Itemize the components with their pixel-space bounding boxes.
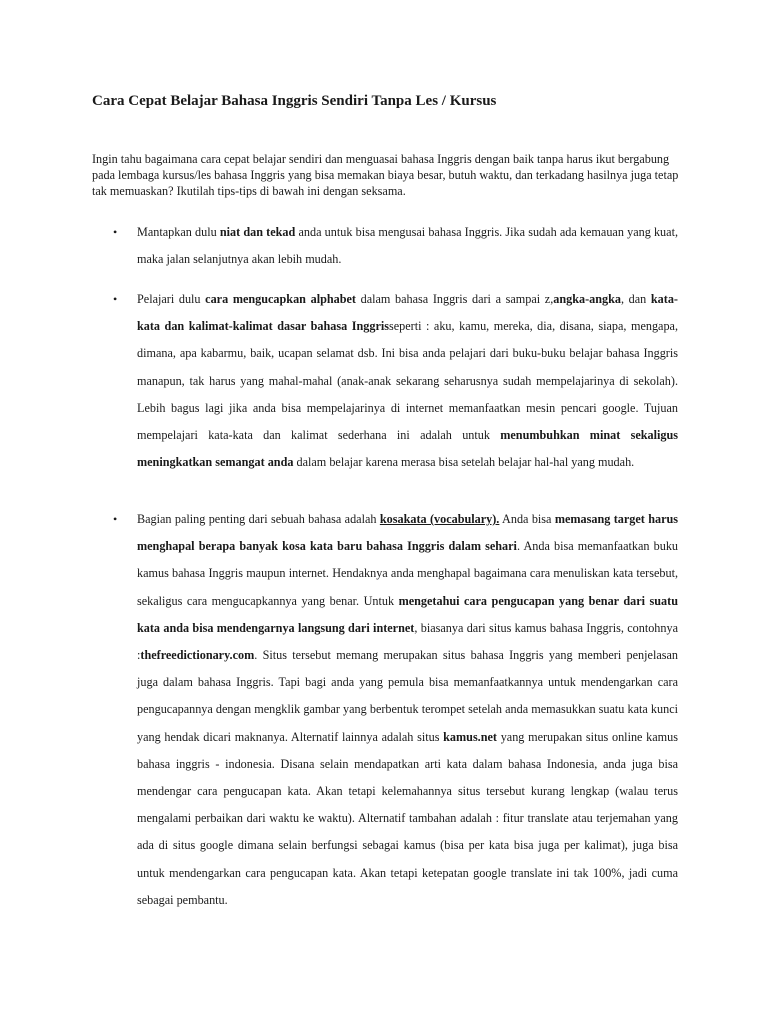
text-run: Pelajari dulu (137, 292, 206, 306)
text-run: . Anda bisa memanfaatkan buku kamus bahasa Inggris maupun internet. Hendaknya anda menghapal bagaimana cara menuliskan kata tersebut, sekaligus cara mengucapkannya yang benar. Untuk (137, 539, 679, 608)
text-run: Bagian paling penting dari sebuah bahasa adalah (137, 512, 380, 526)
bold-text: cara mengucapkan alphabet (205, 292, 356, 306)
bullet-icon: • (113, 292, 118, 306)
underlined-text: kosakata (vocabulary). (379, 512, 500, 526)
bold-text: thefreedictionary.com (140, 648, 255, 663)
bullet-icon: • (113, 512, 118, 526)
text-run: , dan (620, 292, 651, 306)
text-run: . Situs tersebut memang merupakan situs bahasa Inggris yang memberi penjelasan juga dalam bahasa Inggris. Tapi bagi anda yang pemula bisa memanfaatkannya untuk mendengarkan cara pengucapannya dengan mengklik gambar yang berbentuk terompet setelah anda memasukkan suatu kata kunci yang hendak dicari maknanya. Alternatif lainnya adalah situs (137, 648, 678, 744)
text-run: seperti : aku, kamu, mereka, dia, disana, siapa, mengapa, dimana, apa kabarmu, baik, ucapan selamat dsb. Ini bisa anda pelajari dari buku-buku belajar bahasa Inggris manapun, tak harus yang mahal-mahal (anak-anak sekarang seharusnya sudah mempelajarinya di sekolah). Lebih bagus lagi jika anda bisa mempelajarinya di internet memanfaatkan mesin pencari google. Tujuan mempelajari kata-kata dan kalimat sederhana ini adalah untuk (137, 319, 679, 443)
document-title: Cara Cepat Belajar Bahasa Inggris Sendiri Tanpa Les / Kursus (92, 93, 497, 109)
text-run: yang merupakan situs online kamus bahasa inggris - indonesia. Disana selain mendapatkan arti kata dalam bahasa Indonesia, anda juga bisa mendengar cara pengucapan kata. Akan tetapi kelemahannya situs tersebut kurang lengkap (walau terus mengalami perbaikan dari waktu ke waktu). Alternatif tambahan adalah : fitur translate atau terjemahan yang ada di situs google dimana selain berfungsi sebagai kamus (bisa per kata bisa juga per kalimat), juga bisa untuk mendengarkan cara pengucapan kata. Akan tetapi ketepatan google translate ini tak 100%, jadi cuma sebagai pembantu. (137, 729, 678, 907)
bold-text: niat dan tekad (219, 225, 296, 239)
text-run: , biasanya dari situs kamus bahasa Inggris, contohnya : (137, 620, 678, 663)
text-run: dalam belajar karena merasa bisa setelah belajar hal-hal yang mudah. (293, 455, 635, 470)
text-run: Mantapkan dulu (137, 225, 220, 239)
bold-text: mengetahui cara pengucapan yang benar dari suatu kata anda bisa mendengarnya langsung dari internet (137, 593, 678, 635)
bold-text: menumbuhkan minat sekaligus meningkatkan semangat anda (137, 428, 678, 470)
bold-text: memasang target harus menghapal berapa banyak kosa kata baru bahasa Inggris dalam sehari (137, 512, 679, 554)
bold-text: kamus.net (443, 729, 497, 744)
bullet-icon: • (113, 225, 118, 239)
text-run: anda untuk bisa mengusai bahasa Inggris. Jika sudah ada kemauan yang kuat, maka jalan selanjutnya akan lebih mudah. (137, 225, 678, 267)
list-item-text (137, 219, 678, 273)
bold-text: angka-angka (553, 292, 621, 306)
text-run: dalam bahasa Inggris dari a sampai z, (355, 292, 554, 306)
intro-paragraph: Ingin tahu bagaimana cara cepat belajar sendiri dan menguasai bahasa Inggris dengan baik tanpa harus ikut bergabung pada lembaga kursus/les bahasa Inggris yang bisa memakan biaya besar, butuh waktu, dan terkadang hasilnya juga tetap tak memuaskan? Ikutilah tips-tips di bawah ini dengan seksama. (92, 152, 679, 198)
list-item-text (137, 286, 678, 476)
text-run: Anda bisa (499, 512, 555, 526)
list-item-text (137, 506, 678, 914)
bold-underlined-text (380, 512, 500, 526)
bold-text: kata-kata dan kalimat-kalimat dasar bahasa Inggris (137, 292, 678, 334)
